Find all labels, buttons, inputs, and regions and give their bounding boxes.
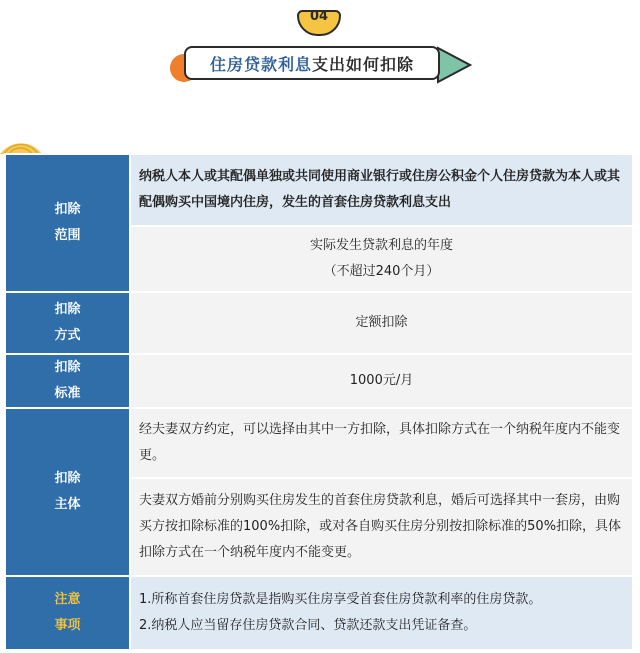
subject-premarital-cell <box>130 478 633 576</box>
subject-agreement-cell <box>130 408 633 478</box>
title-highlight: 住房贷款利息 <box>209 54 312 74</box>
scope-description-cell <box>130 154 633 226</box>
subject-premarital: 夫妻双方婚前分别购买住房发生的首套住房贷款利息，婚后可选择其中一套房，由购买方按扣除标准的100%扣除，或对各自购买住房分别按扣除标准的50%扣除，具体扣除方式在一个纳税年度内不能变更。 <box>139 493 622 560</box>
scope-description: 纳税人本人或其配偶单独或共同使用商业银行或住房公积金个人住房贷款为本人或其配偶购买中国境内住房，发生的首套住房贷款利息支出 <box>139 169 621 210</box>
table-row <box>5 408 633 478</box>
label-line: 扣除 <box>54 302 81 317</box>
scope-period-limit: （不超过240个月） <box>323 264 440 279</box>
note-item: 2.纳税人应当留存住房贷款合同、贷款还款支出凭证备查。 <box>139 618 477 633</box>
label-method <box>5 292 130 354</box>
label-line: 标准 <box>54 386 81 401</box>
label-line: 主体 <box>54 497 81 512</box>
scope-period-cell <box>130 226 633 292</box>
title-rest: 支出如何扣除 <box>312 54 415 74</box>
table-row <box>5 292 633 354</box>
label-line: 扣除 <box>54 471 81 486</box>
sun-decoration-icon <box>0 128 44 154</box>
label-line: 注意 <box>54 592 81 607</box>
section-number-badge <box>297 6 341 36</box>
table-row <box>5 354 633 408</box>
label-notes <box>5 576 130 650</box>
table-row <box>5 154 633 226</box>
label-scope <box>5 154 130 292</box>
label-line: 方式 <box>54 328 81 343</box>
note-item: 1.所称首套住房贷款是指购买住房享受首套住房贷款利率的住房贷款。 <box>139 592 542 607</box>
label-subject <box>5 408 130 576</box>
scope-period: 实际发生贷款利息的年度 <box>309 238 453 253</box>
label-line: 扣除 <box>54 202 81 217</box>
standard-value: 1000元/月 <box>349 373 414 388</box>
deduction-table <box>4 153 634 651</box>
method-value: 定额扣除 <box>355 315 408 330</box>
label-line: 扣除 <box>54 360 81 375</box>
notes-cell <box>130 576 633 650</box>
page-title <box>184 46 440 80</box>
table-row <box>5 576 633 650</box>
subject-agreement: 经夫妻双方约定，可以选择由其中一方扣除，具体扣除方式在一个纳税年度内不能变更。 <box>139 422 621 463</box>
method-cell <box>130 292 633 354</box>
section-number: 04 <box>309 9 329 24</box>
label-line: 事项 <box>54 618 81 633</box>
label-standard <box>5 354 130 408</box>
title-banner <box>170 44 470 86</box>
label-line: 范围 <box>54 228 81 243</box>
standard-cell <box>130 354 633 408</box>
